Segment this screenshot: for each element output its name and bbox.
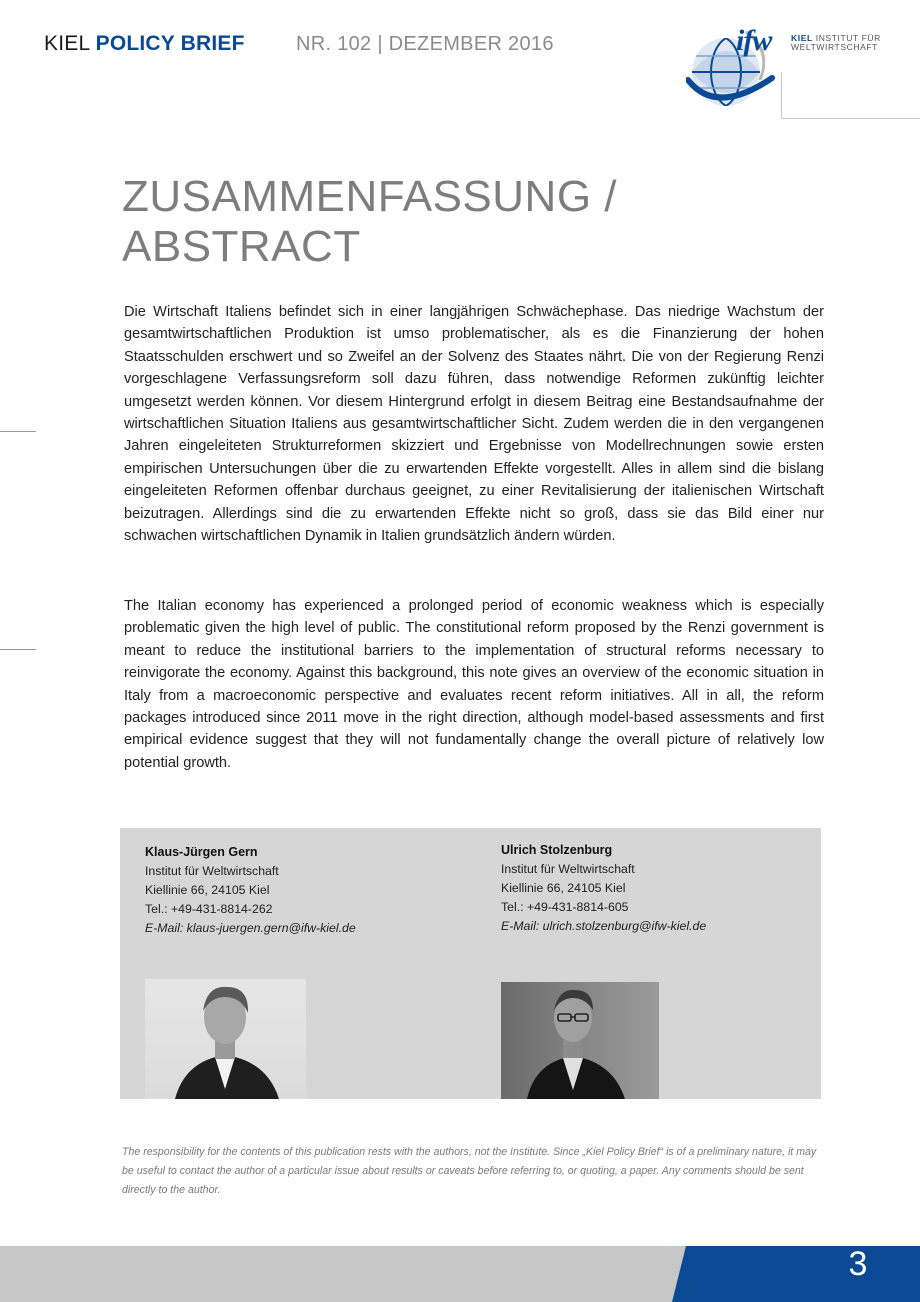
author-card bbox=[501, 841, 706, 936]
logo-institute-name bbox=[791, 34, 881, 52]
title-line-1: ZUSAMMENFASSUNG / bbox=[122, 172, 617, 221]
logo-line2: WELTWIRTSCHAFT bbox=[791, 42, 878, 52]
author-email[interactable]: E-Mail: klaus-juergen.gern@ifw-kiel.de bbox=[145, 921, 356, 935]
author-phone: Tel.: +49-431-8814-605 bbox=[501, 900, 629, 914]
page-number: 3 bbox=[848, 1245, 868, 1283]
author-phone: Tel.: +49-431-8814-262 bbox=[145, 902, 273, 916]
author-photo bbox=[145, 979, 306, 1099]
author-name: Klaus-Jürgen Gern bbox=[145, 845, 258, 859]
author-name: Ulrich Stolzenburg bbox=[501, 843, 613, 857]
author-photo bbox=[501, 982, 659, 1099]
author-institute: Institut für Weltwirtschaft bbox=[145, 864, 279, 878]
author-email[interactable]: E-Mail: ulrich.stolzenburg@ifw-kiel.de bbox=[501, 919, 707, 933]
footer-bar bbox=[0, 1246, 920, 1302]
series-kiel: KIEL bbox=[44, 32, 90, 55]
title-line-2: ABSTRACT bbox=[122, 222, 361, 271]
author-address: Kiellinie 66, 24105 Kiel bbox=[501, 881, 626, 895]
logo-ifw: ifw bbox=[736, 24, 772, 57]
series-policy-brief: POLICY BRIEF bbox=[95, 32, 245, 55]
author-address: Kiellinie 66, 24105 Kiel bbox=[145, 883, 270, 897]
portrait-icon bbox=[145, 979, 306, 1099]
portrait-icon bbox=[501, 982, 659, 1099]
header-rule-vertical bbox=[781, 72, 782, 118]
abstract-german: Die Wirtschaft Italiens befindet sich in einer langjährigen Schwächephase. Das niedrige Wachstum der gesamtwirtschaftlichen Produktion ist umso problematischer, als es die Finanzierung der hohen Staatsschulden erschwert und so Zweifel an der Solvenz des Staates nährt. Die von der Regierung Renzi vorgeschlagene Verfassungsreform soll dazu führen, dass notwendige Reformen zukünftig leichter umgesetzt werden können. Vor diesem Hintergrund erfolgt in diesem Beitrag eine Bestandsaufnahme der wirtschaftlichen Situation Italiens aus gesamtwirtschaftlicher Sicht. Zudem werden die in den vergangenen Jahren eingeleiteten Strukturreformen skizziert und Ergebnisse von Modellrechnungen sowie ersten empirischen Untersuchungen über die zu erwartenden Effekte vorgestellt. Alles in allem sind die bislang eingeleiteten Reformen offenbar durchaus geeignet, zu einer Revitalisierung der italienischen Wirtschaft beizutragen. Allerdings sind die zu erwartenden Effekte nicht so groß, dass sie das Bild einer nur schwachen wirtschaftlichen Dynamik in Italien grundsätzlich ändern würden. bbox=[124, 304, 824, 545]
header-rule-horizontal bbox=[781, 118, 920, 119]
logo-line1: INSTITUT FÜR bbox=[815, 33, 881, 43]
author-institute: Institut für Weltwirtschaft bbox=[501, 862, 635, 876]
disclaimer: The responsibility for the contents of this publication rests with the authors, not the Institute. Since „Kiel Policy Brief“ is of a preliminary nature, it may be useful to contact the author of a particular issue about results or caveats before referring to, or quoting, a paper. Any comments should be sent directly to the author. bbox=[122, 1146, 817, 1196]
margin-fold-mark bbox=[0, 649, 36, 650]
author-card bbox=[145, 843, 356, 938]
issue-number: NR. 102 | DEZEMBER 2016 bbox=[296, 33, 554, 55]
abstract-english: The Italian economy has experienced a prolonged period of economic weakness which is especially problematic given the high level of public. The constitutional reform proposed by the Renzi government is meant to reduce the institutional barriers to the implementation of structural reforms necessary to reinvigorate the economy. Against this background, this note gives an overview of the economic situation in Italy from a macroeconomic perspective and evaluates recent reform initiatives. All in all, the reform packages introduced since 2011 move in the right direction, although model-based assessments and first empirical evidence suggest that they will not fundamentally change the overall picture of relatively low potential growth. bbox=[124, 598, 824, 771]
margin-fold-mark bbox=[0, 431, 36, 432]
logo-kiel: KIEL bbox=[791, 33, 813, 43]
page-title bbox=[122, 172, 617, 272]
series-name bbox=[44, 32, 245, 56]
